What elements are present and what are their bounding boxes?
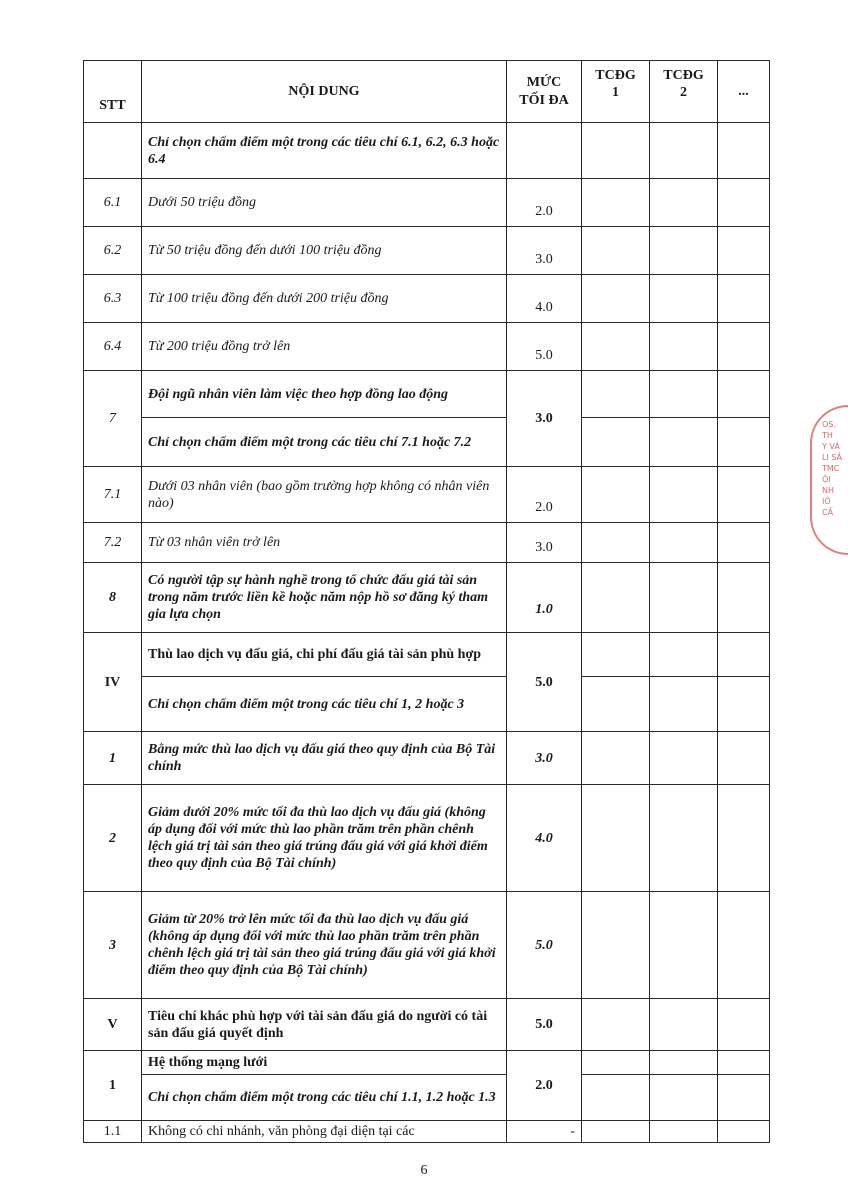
more-columns-header: ...	[718, 61, 770, 123]
max-header-line1: MỨC	[526, 74, 562, 90]
tcdg2-cell	[650, 732, 718, 785]
max-cell: 5.0	[507, 999, 582, 1051]
tcdg1-cell	[582, 1121, 650, 1143]
stamp-text: CẤ	[822, 508, 834, 517]
stt-cell: 1	[84, 732, 142, 785]
tcdg1-cell	[582, 323, 650, 371]
stt-cell: 1	[84, 1051, 142, 1121]
content-cell: Dưới 03 nhân viên (bao gồm trường hợp không có nhân viên nào)	[142, 467, 507, 523]
stamp-text: ỘI	[822, 475, 831, 484]
max-cell: 2.0	[507, 467, 582, 523]
content-cell: Dưới 50 triệu đồng	[142, 179, 507, 227]
extra-cell	[718, 123, 770, 179]
tcdg2-cell	[650, 467, 718, 523]
tcdg1-cell	[582, 123, 650, 179]
tcdg2-line2: 2	[680, 85, 687, 100]
extra-cell	[718, 1075, 770, 1121]
tcdg1-cell	[582, 563, 650, 633]
content-cell: Thù lao dịch vụ đấu giá, chi phí đấu giá tài sản phù hợp	[142, 633, 507, 677]
tcdg2-cell	[650, 633, 718, 677]
table-row	[84, 999, 770, 1051]
tcdg2-cell	[650, 892, 718, 999]
tcdg2-cell	[650, 999, 718, 1051]
stt-cell: 8	[84, 563, 142, 633]
extra-cell	[718, 563, 770, 633]
table-row	[84, 633, 770, 677]
stamp-text: OS.	[822, 420, 836, 429]
max-cell	[507, 123, 582, 179]
max-cell: 4.0	[507, 275, 582, 323]
max-cell: 4.0	[507, 785, 582, 892]
max-cell: 2.0	[507, 1051, 582, 1121]
extra-cell	[718, 892, 770, 999]
tcdg2-cell	[650, 418, 718, 467]
extra-cell	[718, 323, 770, 371]
max-cell: 3.0	[507, 523, 582, 563]
tcdg1-cell	[582, 999, 650, 1051]
tcdg1-cell	[582, 1075, 650, 1121]
table-row	[84, 785, 770, 892]
tcdg1-cell	[582, 275, 650, 323]
tcdg1-cell	[582, 467, 650, 523]
tcdg2-line1: TCĐG	[663, 68, 704, 83]
red-seal-stamp	[810, 405, 848, 555]
stt-cell: 6.4	[84, 323, 142, 371]
extra-cell	[718, 467, 770, 523]
tcdg2-cell	[650, 523, 718, 563]
tcdg2-cell	[650, 371, 718, 418]
extra-cell	[718, 1121, 770, 1143]
max-cell: 3.0	[507, 732, 582, 785]
tcdg2-cell	[650, 275, 718, 323]
tcdg2-cell	[650, 1121, 718, 1143]
table-row	[84, 732, 770, 785]
table-row	[84, 371, 770, 418]
extra-cell	[718, 677, 770, 732]
tcdg1-cell	[582, 785, 650, 892]
table-row	[84, 418, 770, 467]
max-cell: -	[507, 1121, 582, 1143]
tcdg1-cell	[582, 418, 650, 467]
stt-cell: 7.1	[84, 467, 142, 523]
content-cell: Chỉ chọn chấm điểm một trong các tiêu chí 6.1, 6.2, 6.3 hoặc 6.4	[142, 123, 507, 179]
extra-cell	[718, 179, 770, 227]
content-cell: Có người tập sự hành nghề trong tổ chức đấu giá tài sản trong năm trước liền kề hoặc năm nộp hồ sơ đăng ký tham gia lựa chọn	[142, 563, 507, 633]
tcdg2-cell	[650, 323, 718, 371]
tcdg1-line1: TCĐG	[595, 68, 636, 83]
table-row	[84, 275, 770, 323]
tcdg2-header	[650, 61, 718, 123]
table-row	[84, 323, 770, 371]
stt-cell	[84, 123, 142, 179]
stt-cell: 7	[84, 371, 142, 467]
stt-cell: V	[84, 999, 142, 1051]
table-row	[84, 467, 770, 523]
stt-cell: 6.2	[84, 227, 142, 275]
max-cell: 3.0	[507, 227, 582, 275]
content-cell: Từ 50 triệu đồng đến dưới 100 triệu đồng	[142, 227, 507, 275]
extra-cell	[718, 732, 770, 785]
tcdg2-cell	[650, 227, 718, 275]
stt-cell: 3	[84, 892, 142, 999]
extra-cell	[718, 227, 770, 275]
table-row	[84, 563, 770, 633]
tcdg1-cell	[582, 523, 650, 563]
max-cell: 2.0	[507, 179, 582, 227]
max-cell: 5.0	[507, 633, 582, 732]
tcdg1-cell	[582, 371, 650, 418]
tcdg1-cell	[582, 633, 650, 677]
stamp-text: TH	[822, 431, 833, 440]
tcdg2-cell	[650, 563, 718, 633]
content-cell: Từ 03 nhân viên trở lên	[142, 523, 507, 563]
stt-cell: 6.1	[84, 179, 142, 227]
tcdg2-cell	[650, 1051, 718, 1075]
content-header: NỘI DUNG	[142, 61, 507, 123]
table-row	[84, 179, 770, 227]
tcdg2-cell	[650, 677, 718, 732]
max-header-line2: TỐI ĐA	[519, 92, 569, 108]
table-row	[84, 123, 770, 179]
tcdg2-cell	[650, 1075, 718, 1121]
tcdg1-header	[582, 61, 650, 123]
extra-cell	[718, 371, 770, 418]
table-row	[84, 1121, 770, 1143]
table-row	[84, 892, 770, 999]
stamp-text: Y VÀ	[822, 442, 840, 451]
stamp-text: NH	[822, 486, 834, 495]
stt-header: STT	[84, 61, 142, 123]
extra-cell	[718, 275, 770, 323]
stt-cell: 7.2	[84, 523, 142, 563]
stt-cell: 2	[84, 785, 142, 892]
max-cell: 5.0	[507, 323, 582, 371]
max-cell: 1.0	[507, 563, 582, 633]
extra-cell	[718, 418, 770, 467]
content-cell: Tiêu chí khác phù hợp với tài sản đấu giá do người có tài sản đấu giá quyết định	[142, 999, 507, 1051]
table-row	[84, 523, 770, 563]
tcdg1-line2: 1	[612, 85, 619, 100]
tcdg1-cell	[582, 732, 650, 785]
table-row	[84, 1051, 770, 1075]
note-cell: Chỉ chọn chấm điểm một trong các tiêu chí 1, 2 hoặc 3	[142, 677, 507, 732]
content-cell: Giảm dưới 20% mức tối đa thù lao dịch vụ đấu giá (không áp dụng đối với mức thù lao phần trăm trên phần chênh lệch giá trị tài sản theo giá trúng đấu giá với giá khởi điểm theo quy định của Bộ Tài chính)	[142, 785, 507, 892]
table-row	[84, 677, 770, 732]
stt-cell: 1.1	[84, 1121, 142, 1143]
extra-cell	[718, 999, 770, 1051]
header-row	[84, 61, 770, 123]
content-cell: Từ 100 triệu đồng đến dưới 200 triệu đồng	[142, 275, 507, 323]
content-cell: Không có chi nhánh, văn phòng đại diện tại các	[142, 1121, 507, 1143]
page-number: 6	[420, 1163, 428, 1178]
extra-cell	[718, 633, 770, 677]
extra-cell	[718, 785, 770, 892]
tcdg1-cell	[582, 179, 650, 227]
content-cell: Đội ngũ nhân viên làm việc theo hợp đồng lao động	[142, 371, 507, 418]
tcdg2-cell	[650, 123, 718, 179]
extra-cell	[718, 523, 770, 563]
table-row	[84, 1075, 770, 1121]
tcdg2-cell	[650, 785, 718, 892]
note-cell: Chỉ chọn chấm điểm một trong các tiêu chí 7.1 hoặc 7.2	[142, 418, 507, 467]
stt-cell: IV	[84, 633, 142, 732]
max-cell: 5.0	[507, 892, 582, 999]
stamp-text: IÔ	[822, 497, 831, 506]
scoring-table	[83, 60, 770, 1143]
max-score-header	[507, 61, 582, 123]
content-cell: Từ 200 triệu đồng trở lên	[142, 323, 507, 371]
extra-cell	[718, 1051, 770, 1075]
stamp-text: LI SẢ	[822, 453, 842, 462]
content-cell: Bằng mức thù lao dịch vụ đấu giá theo quy định của Bộ Tài chính	[142, 732, 507, 785]
tcdg1-cell	[582, 1051, 650, 1075]
tcdg1-cell	[582, 677, 650, 732]
note-cell: Chỉ chọn chấm điểm một trong các tiêu chí 1.1, 1.2 hoặc 1.3	[142, 1075, 507, 1121]
stamp-text: TMC	[822, 464, 840, 473]
table-row	[84, 227, 770, 275]
tcdg2-cell	[650, 179, 718, 227]
content-cell: Hệ thống mạng lưới	[142, 1051, 507, 1075]
stt-cell: 6.3	[84, 275, 142, 323]
tcdg1-cell	[582, 892, 650, 999]
content-cell: Giảm từ 20% trở lên mức tối đa thù lao dịch vụ đấu giá (không áp dụng đối với mức thù lao phần trăm trên phần chênh lệch giá trị tài sản theo giá trúng đấu giá với giá khởi điểm theo quy định của Bộ Tài chính)	[142, 892, 507, 999]
max-cell: 3.0	[507, 371, 582, 467]
tcdg1-cell	[582, 227, 650, 275]
